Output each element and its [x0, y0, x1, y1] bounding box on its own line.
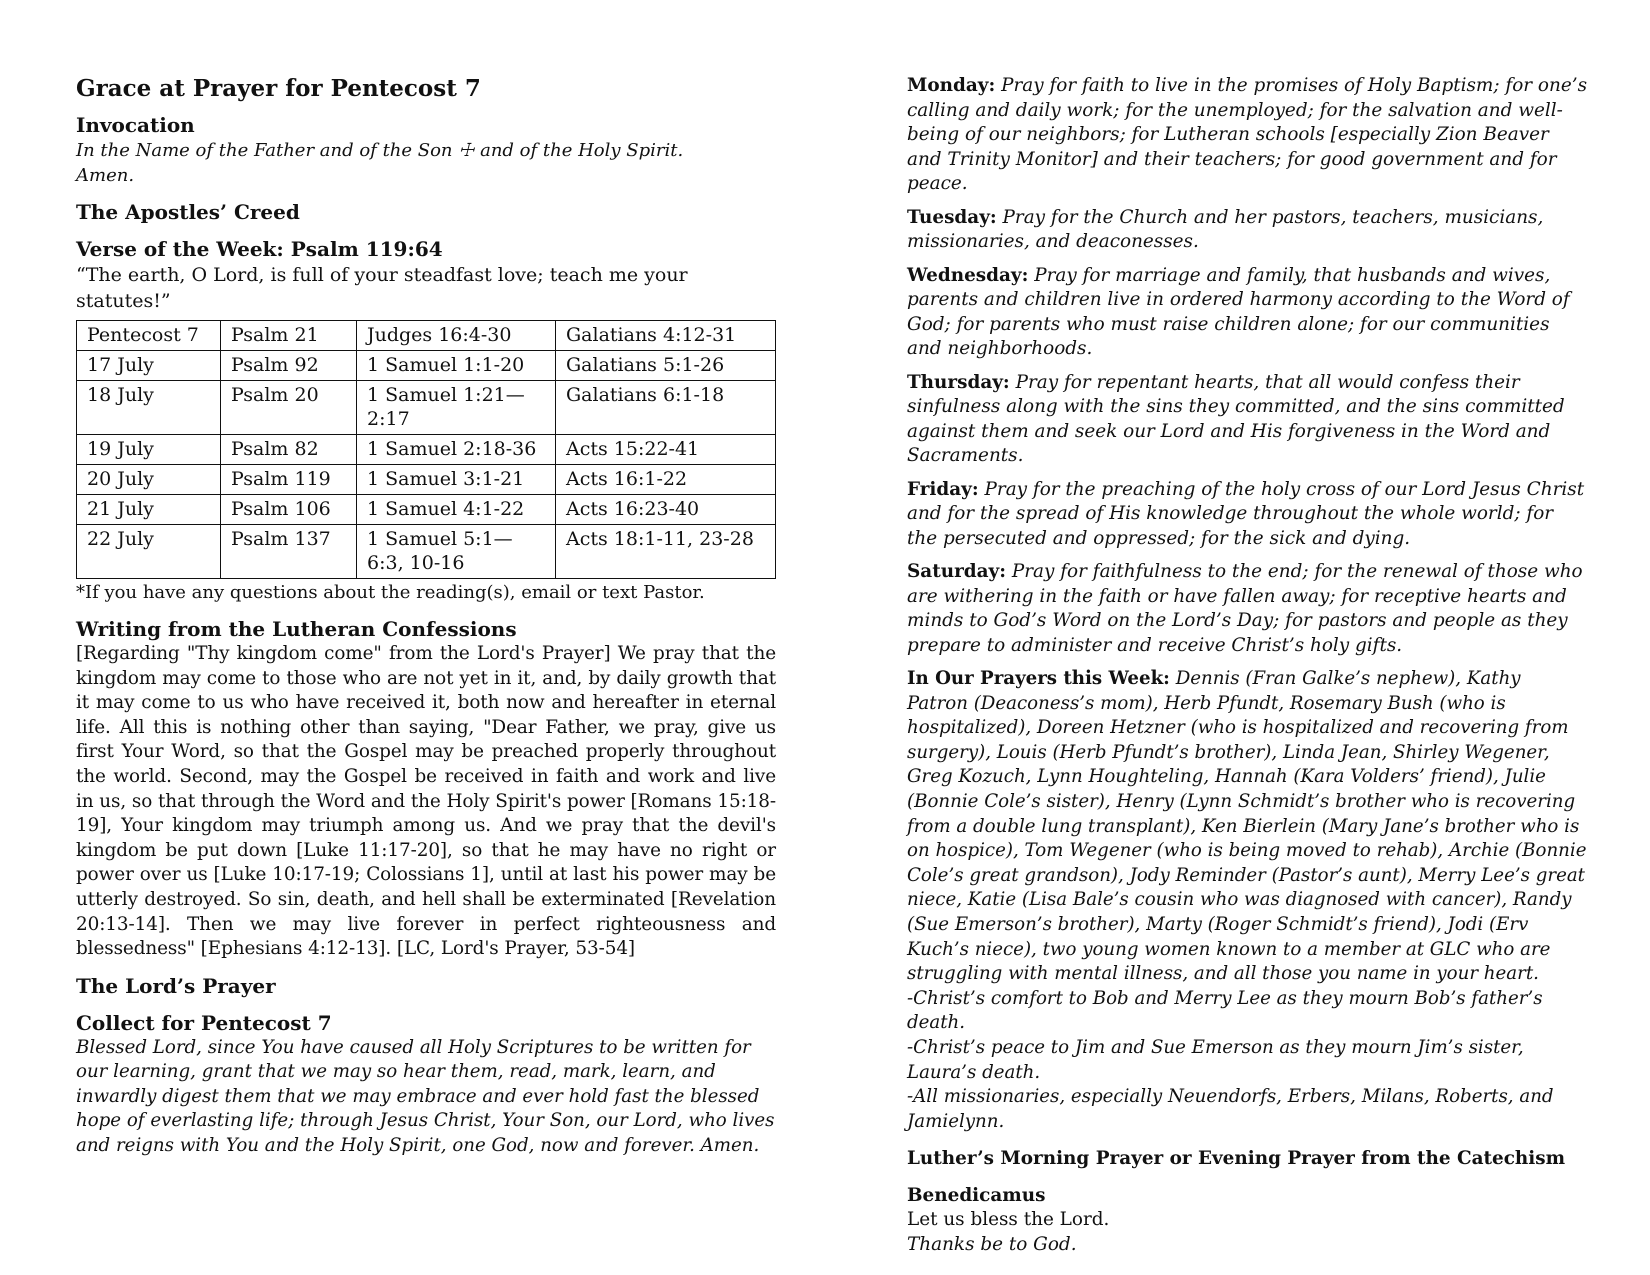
creed-section: [76, 200, 776, 225]
reading-cell: Galatians 6:1-18: [556, 381, 776, 435]
reading-cell: Psalm 82: [221, 435, 357, 465]
reading-cell: Psalm 119: [221, 465, 357, 495]
verse-section: [76, 237, 776, 314]
reading-cell: 1 Samuel 1:21—2:17: [357, 381, 556, 435]
daily-prayers: [907, 74, 1587, 658]
collect-heading: Collect for Pentecost 7: [76, 1010, 332, 1035]
luther-heading: Luther’s Morning Prayer or Evening Prayer from the Catechism: [907, 1148, 1566, 1170]
day-label: Wednesday:: [907, 264, 1029, 286]
day-label: Saturday:: [907, 561, 1007, 582]
reading-cell: 20 July: [77, 465, 221, 495]
day-label: Friday:: [907, 478, 979, 500]
confessions-section: [76, 617, 776, 962]
reading-row: [77, 381, 776, 435]
collect-section: [76, 1011, 776, 1159]
prayers-this-week: [907, 667, 1587, 1134]
verse-text: “The earth, O Lord, is full of your steadfast love; teach me your statutes!”: [76, 264, 688, 312]
day-prayer: [907, 560, 1587, 658]
prayers-list: [907, 667, 1587, 987]
reading-cell: Psalm 106: [221, 495, 357, 525]
reading-cell: Acts 18:1-11, 23-28: [556, 525, 776, 579]
invocation-line1: In the Name of the Father and of the Son ☩ and of the Holy Spirit.: [76, 140, 684, 161]
day-text: Pray for repentant hearts, that all would confess their sinfulness along with the sins they committed, and the sins committed against them and seek our Lord and His forgiveness in the Word and Sacraments.: [907, 371, 1565, 466]
reading-cell: Acts 15:22-41: [556, 435, 776, 465]
benedicamus-line2: Thanks be to God.: [907, 1233, 1077, 1255]
prayers-label: In Our Prayers this Week:: [907, 668, 1170, 689]
reading-cell: Psalm 137: [221, 525, 357, 579]
day-text: Pray for the Church and her pastors, teachers, musicians, missionaries, and deaconesses.: [907, 206, 1544, 252]
reading-row: [77, 525, 776, 579]
day-prayer: [907, 74, 1587, 197]
prayer-item: -Christ’s peace to Jim and Sue Emerson as they mourn Jim’s sister, Laura’s death.: [907, 1036, 1524, 1083]
reading-cell: 17 July: [77, 351, 221, 381]
day-text: Pray for marriage and family, that husbands and wives, parents and children live in ordered harmony according to the Word of God; for parents who must raise children alone; for our communities and neighborhoods.: [907, 264, 1570, 359]
day-label: Monday:: [907, 75, 996, 96]
reading-row: [77, 321, 776, 351]
day-text: Pray for faithfulness to the end; for the renewal of those who are withering in the faith or have fallen away; for receptive hearts and minds to God’s Word on the Lord’s Day; for pastors and people as they prepare to administer and receive Christ’s holy gifts.: [907, 561, 1583, 656]
verse-heading: Verse of the Week: Psalm 119:64: [76, 237, 443, 261]
day-text: Pray for the preaching of the holy cross of our Lord Jesus Christ and for the spread of His knowledge throughout the whole world; for the persecuted and oppressed; for the sick and dying.: [907, 478, 1585, 549]
reading-cell: 21 July: [77, 495, 221, 525]
day-label: Thursday:: [907, 371, 1010, 393]
reading-cell: Acts 16:1-22: [556, 465, 776, 495]
day-text: Pray for faith to live in the promises of Holy Baptism; for one’s calling and daily work; for the unemployed; for the salvation and well-being of our neighbors; for Lutheran schools [especially Zion Beaver and Trinity Monitor] and their teachers; for good government and for peace.: [907, 75, 1588, 194]
day-prayer: [907, 478, 1587, 552]
confessions-heading: Writing from the Lutheran Confessions: [76, 617, 517, 641]
reading-cell: Galatians 5:1-26: [556, 351, 776, 381]
prayer-item: -All missionaries, especially Neuendorfs, Erbers, Milans, Roberts, and Jamielynn.: [907, 1086, 1554, 1132]
reading-cell: 1 Samuel 3:1-21: [357, 465, 556, 495]
invocation-heading: Invocation: [76, 113, 195, 137]
reading-cell: Psalm 92: [221, 351, 357, 381]
day-prayer: [907, 264, 1587, 362]
reading-cell: 18 July: [77, 381, 221, 435]
reading-row: [77, 435, 776, 465]
reading-cell: 22 July: [77, 525, 221, 579]
reading-cell: 19 July: [77, 435, 221, 465]
reading-cell: Acts 16:23-40: [556, 495, 776, 525]
reading-cell: Judges 16:4-30: [357, 321, 556, 351]
benedicamus-heading: Benedicamus: [907, 1185, 1046, 1207]
reading-cell: Psalm 21: [221, 321, 357, 351]
benedicamus-section: [907, 1183, 1587, 1257]
day-prayer: [907, 371, 1587, 469]
reading-row: [77, 495, 776, 525]
prayers-text: Dennis (Fran Galke’s nephew), Kathy Patron (Deaconess’s mom), Herb Pfundt, Rosemary Bush (who is hospitalized), Doreen Hetzner (who is hospitalized and recovering from surgery), Louis (Herb Pfundt’s brother), Linda Jean, Shirley Wegener, Greg Kozuch, Lynn Houghteling, Hannah (Kara Volders’ friend), Julie (Bonnie Cole’s sister), Henry (Lynn Schmidt’s brother who is recovering from a double lung transplant), Ken Bierlein (Mary Jane’s brother who is on hospice), Tom Wegener (who is being moved to rehab), Archie (Bonnie Cole’s great grandson), Jody Reminder (Pastor’s aunt), Merry Lee’s great niece, Katie (Lisa Bale’s cousin who was diagnosed with cancer), Randy (Sue Emerson’s brother), Marty (Roger Schmidt’s friend), Jodi (Erv Kuch’s niece), two young women known to a member at GLC who are struggling with mental illness, and all those you name in your heart.: [907, 668, 1587, 985]
reading-row: [77, 351, 776, 381]
benedicamus-line1: Let us bless the Lord.: [907, 1209, 1110, 1231]
right-column: [907, 74, 1587, 1257]
day-label: Tuesday:: [907, 206, 997, 228]
invocation-line2: Amen.: [76, 165, 135, 186]
readings-table: [76, 320, 776, 579]
reading-row: [77, 465, 776, 495]
reading-note: *If you have any questions about the reading(s), email or text Pastor.: [76, 582, 705, 603]
lords-prayer-heading: The Lord’s Prayer: [76, 973, 276, 998]
reading-cell: 1 Samuel 2:18-36: [357, 435, 556, 465]
day-prayer: [907, 206, 1587, 255]
creed-heading: The Apostles’ Creed: [76, 200, 300, 224]
reading-cell: 1 Samuel 1:1-20: [357, 351, 556, 381]
prayer-item: -Christ’s comfort to Bob and Merry Lee as they mourn Bob’s father’s death.: [907, 987, 1543, 1034]
reading-cell: 1 Samuel 5:1—6:3, 10-16: [357, 525, 556, 579]
left-column: [76, 74, 776, 1158]
reading-cell: Psalm 20: [221, 381, 357, 435]
reading-cell: Pentecost 7: [77, 321, 221, 351]
confessions-text: [Regarding "Thy kingdom come" from the Lord's Prayer] We pray that the kingdom may come to those who are not yet in it, and, by daily growth that it may come to us who have received it, both now and hereafter in eternal life. All this is nothing other than saying, "Dear Father, we pray, give us first Your Word, so that the Gospel may be preached properly throughout the world. Second, may the Gospel be received in faith and work and live in us, so that through the Word and the Holy Spirit's power [Romans 15:18-19], Your kingdom may triumph among us. And we pray that the devil's kingdom be put down [Luke 11:17-20], so that he may have no right or power over us [Luke 10:17-19; Colossians 1], until at last his power may be utterly destroyed. So sin, death, and hell shall be exterminated [Revelation 20:13-14]. Then we may live forever in perfect righteousness and blessedness" [Ephesians 4:12-13]. [LC, Lord's Prayer, 53-54]: [76, 643, 776, 960]
collect-text: Blessed Lord, since You have caused all Holy Scriptures to be written for our learning, grant that we may so hear them, read, mark, learn, and inwardly digest them that we may embrace and ever hold fast the blessed hope of everlasting life; through Jesus Christ, Your Son, our Lord, who lives and reigns with You and the Holy Spirit, one God, now and forever. Amen.: [76, 1036, 775, 1156]
lords-prayer-section: [76, 974, 776, 999]
page-title: Grace at Prayer for Pentecost 7: [76, 75, 481, 102]
invocation-section: [76, 113, 776, 188]
reading-cell: Galatians 4:12-31: [556, 321, 776, 351]
reading-cell: 1 Samuel 4:1-22: [357, 495, 556, 525]
